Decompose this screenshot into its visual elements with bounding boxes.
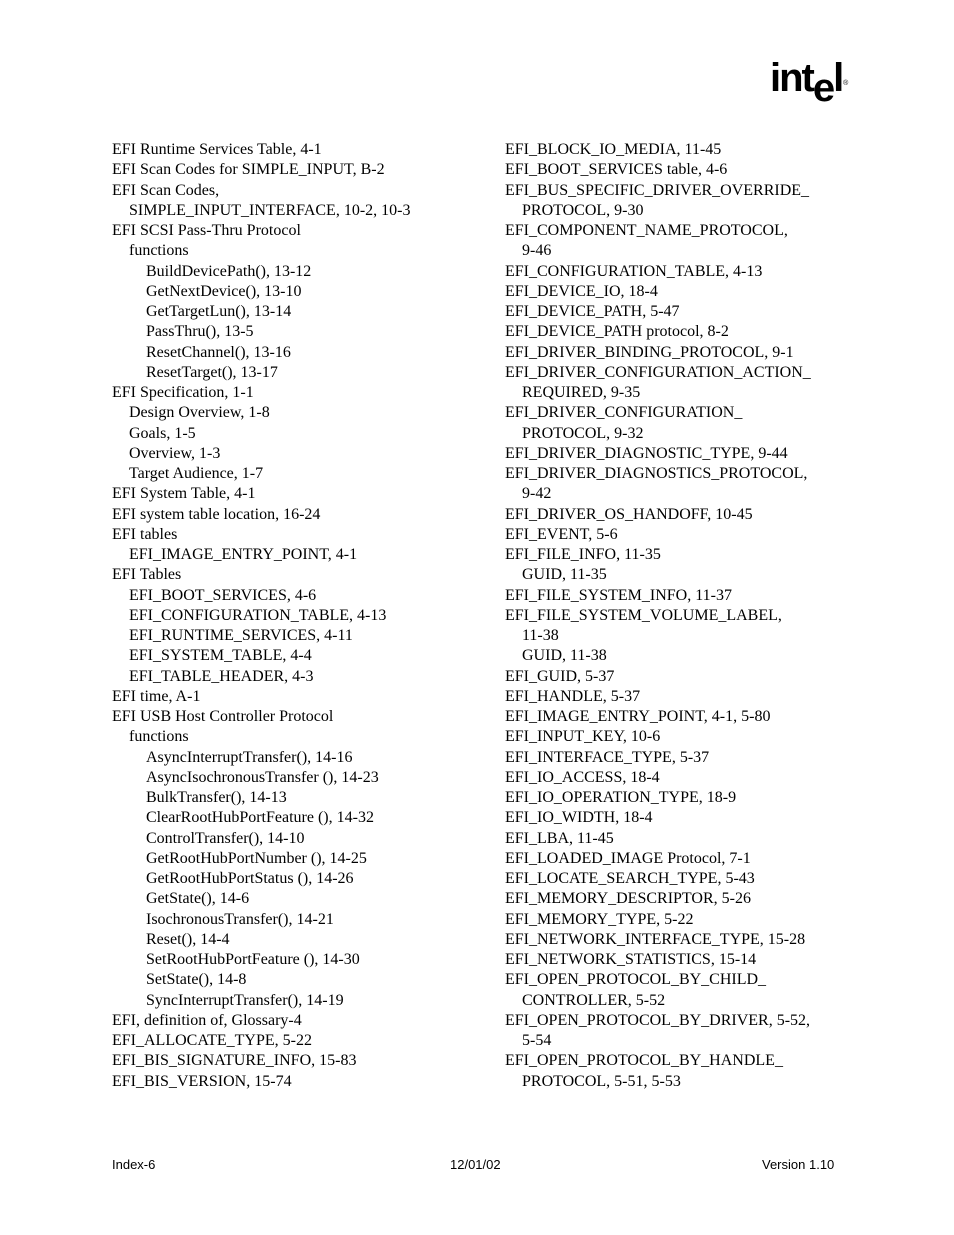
index-entry: EFI_DRIVER_BINDING_PROTOCOL, 9-1 xyxy=(505,343,794,361)
index-column-left xyxy=(112,140,482,1092)
index-entry: EFI_FILE_SYSTEM_VOLUME_LABEL, xyxy=(505,606,782,624)
index-entry: EFI_RUNTIME_SERVICES, 4-11 xyxy=(129,627,353,644)
index-entry: ResetChannel(), 13-16 xyxy=(146,343,291,361)
index-entry: PROTOCOL, 9-32 xyxy=(522,424,644,442)
index-entry: EFI_SYSTEM_TABLE, 4-4 xyxy=(129,647,312,665)
index-entry: EFI_BOOT_SERVICES table, 4-6 xyxy=(505,161,728,179)
index-entry: ControlTransfer(), 14-10 xyxy=(146,829,305,847)
index-entry: EFI_MEMORY_TYPE, 5-22 xyxy=(505,910,694,928)
index-entry: EFI_TABLE_HEADER, 4-3 xyxy=(129,667,314,685)
index-entry: AsyncIsochronousTransfer (), 14-23 xyxy=(146,768,379,786)
index-entry: EFI USB Host Controller Protocol xyxy=(112,708,334,725)
logo-text-a: int xyxy=(770,56,813,100)
index-entry: EFI_IO_WIDTH, 18-4 xyxy=(505,809,653,827)
index-column-right xyxy=(505,140,850,1092)
index-entry: PassThru(), 13-5 xyxy=(146,323,254,341)
index-entry: GetRootHubPortNumber (), 14-25 xyxy=(146,849,367,867)
index-entry: functions xyxy=(129,728,189,746)
index-entry: GetTargetLun(), 13-14 xyxy=(146,303,292,320)
index-entry: GetState(), 14-6 xyxy=(146,890,250,908)
index-entry: EFI Scan Codes, xyxy=(112,181,220,199)
index-entry: EFI_GUID, 5-37 xyxy=(505,667,615,685)
footer-version: Version 1.10 xyxy=(762,1157,835,1172)
index-entry: EFI_LOADED_IMAGE Protocol, 7-1 xyxy=(505,849,751,867)
index-entry: EFI_BUS_SPECIFIC_DRIVER_OVERRIDE_ xyxy=(505,181,810,199)
index-entry: EFI System Table, 4-1 xyxy=(112,485,256,503)
index-entry: EFI_DRIVER_CONFIGURATION_ xyxy=(505,404,743,422)
index-entry: EFI_CONFIGURATION_TABLE, 4-13 xyxy=(505,262,763,280)
index-entry: EFI_OPEN_PROTOCOL_BY_DRIVER, 5-52, xyxy=(505,1011,811,1029)
footer-date: 12/01/02 xyxy=(450,1157,501,1172)
index-entry: SetRootHubPortFeature (), 14-30 xyxy=(146,951,360,968)
index-entry: AsyncInterruptTransfer(), 14-16 xyxy=(146,748,353,766)
index-entry: EFI_BIS_VERSION, 15-74 xyxy=(112,1072,292,1090)
logo-text-b: e xyxy=(812,66,834,110)
index-entry: EFI SCSI Pass-Thru Protocol xyxy=(112,222,301,239)
index-entry: EFI_COMPONENT_NAME_PROTOCOL, xyxy=(505,222,788,239)
index-entry: Target Audience, 1-7 xyxy=(129,465,264,482)
index-entry: IsochronousTransfer(), 14-21 xyxy=(146,910,334,928)
index-entry: 5-54 xyxy=(522,1032,552,1049)
index-entry: Reset(), 14-4 xyxy=(146,930,230,948)
index-entry: Design Overview, 1-8 xyxy=(129,404,270,422)
index-entry: 11-38 xyxy=(522,627,559,644)
index-entry: EFI_NETWORK_STATISTICS, 15-14 xyxy=(505,951,757,968)
index-entry: EFI_CONFIGURATION_TABLE, 4-13 xyxy=(129,606,387,624)
index-entry: EFI Tables xyxy=(112,566,182,584)
index-entry: GUID, 11-35 xyxy=(522,566,607,584)
index-entry: functions xyxy=(129,242,189,260)
index-entry: EFI_NETWORK_INTERFACE_TYPE, 15-28 xyxy=(505,930,806,948)
index-entry: EFI_DRIVER_OS_HANDOFF, 10-45 xyxy=(505,505,753,523)
index-entry: EFI_HANDLE, 5-37 xyxy=(505,687,641,705)
index-entry: EFI_IO_OPERATION_TYPE, 18-9 xyxy=(505,789,737,806)
index-entry: ClearRootHubPortFeature (), 14-32 xyxy=(146,809,374,827)
index-entry: EFI_DRIVER_DIAGNOSTICS_PROTOCOL, xyxy=(505,465,808,482)
index-entry: GetRootHubPortStatus (), 14-26 xyxy=(146,870,354,887)
index-entry: SIMPLE_INPUT_INTERFACE, 10-2, 10-3 xyxy=(129,201,411,219)
index-entry: EFI_INTERFACE_TYPE, 5-37 xyxy=(505,748,710,766)
intel-logo xyxy=(770,56,849,110)
index-entry: EFI_LOCATE_SEARCH_TYPE, 5-43 xyxy=(505,870,755,887)
index-entry: EFI_OPEN_PROTOCOL_BY_CHILD_ xyxy=(505,971,767,989)
index-entry: BuildDevicePath(), 13-12 xyxy=(146,262,312,280)
index-entry: BulkTransfer(), 14-13 xyxy=(146,789,287,806)
index-entry: EFI Specification, 1-1 xyxy=(112,384,254,401)
index-entry: EFI_BOOT_SERVICES, 4-6 xyxy=(129,586,317,604)
index-entry: EFI, definition of, Glossary-4 xyxy=(112,1011,302,1029)
index-entry: EFI_DEVICE_PATH, 5-47 xyxy=(505,303,680,320)
logo-text-c: l xyxy=(833,56,843,100)
index-entry: 9-42 xyxy=(522,485,552,503)
index-entry: EFI_IMAGE_ENTRY_POINT, 4-1, 5-80 xyxy=(505,708,771,725)
index-entry: PROTOCOL, 9-30 xyxy=(522,201,644,219)
index-entry: EFI_EVENT, 5-6 xyxy=(505,525,618,543)
index-entry: EFI_FILE_INFO, 11-35 xyxy=(505,546,661,563)
index-entry: GUID, 11-38 xyxy=(522,647,607,665)
index-entry: EFI_LBA, 11-45 xyxy=(505,829,614,847)
index-entry: EFI_DRIVER_CONFIGURATION_ACTION_ xyxy=(505,363,811,381)
footer-page-label: Index-6 xyxy=(112,1157,156,1172)
index-entry: PROTOCOL, 5-51, 5-53 xyxy=(522,1072,681,1090)
index-entry: EFI_INPUT_KEY, 10-6 xyxy=(505,728,661,746)
index-entry: EFI_BLOCK_IO_MEDIA, 11-45 xyxy=(505,141,722,158)
index-entry: EFI_DRIVER_DIAGNOSTIC_TYPE, 9-44 xyxy=(505,444,788,462)
index-entry: CONTROLLER, 5-52 xyxy=(522,991,666,1009)
index-entry: EFI_IMAGE_ENTRY_POINT, 4-1 xyxy=(129,546,358,563)
index-entry: EFI time, A-1 xyxy=(112,687,201,705)
index-entry: Overview, 1-3 xyxy=(129,444,221,462)
index-entry: EFI Runtime Services Table, 4-1 xyxy=(112,141,322,158)
index-entry: EFI_ALLOCATE_TYPE, 5-22 xyxy=(112,1032,312,1049)
index-entry: SyncInterruptTransfer(), 14-19 xyxy=(146,991,344,1009)
index-entry: REQUIRED, 9-35 xyxy=(522,384,641,401)
index-entry: EFI system table location, 16-24 xyxy=(112,505,321,523)
index-entry: EFI_DEVICE_PATH protocol, 8-2 xyxy=(505,323,729,341)
index-entry: Goals, 1-5 xyxy=(129,424,196,442)
index-entry: EFI_OPEN_PROTOCOL_BY_HANDLE_ xyxy=(505,1052,783,1070)
index-entry: EFI_BIS_SIGNATURE_INFO, 15-83 xyxy=(112,1052,357,1070)
index-entry: EFI_FILE_SYSTEM_INFO, 11-37 xyxy=(505,586,732,604)
index-entry: EFI tables xyxy=(112,525,178,543)
index-entry: ResetTarget(), 13-17 xyxy=(146,363,278,381)
index-entry: EFI_IO_ACCESS, 18-4 xyxy=(505,768,660,786)
index-entry: EFI_MEMORY_DESCRIPTOR, 5-26 xyxy=(505,890,751,908)
index-entry: EFI_DEVICE_IO, 18-4 xyxy=(505,282,658,300)
index-entry: 9-46 xyxy=(522,242,552,260)
registered-mark: ® xyxy=(843,80,849,87)
index-entry: EFI Scan Codes for SIMPLE_INPUT, B-2 xyxy=(112,161,385,179)
index-entry: SetState(), 14-8 xyxy=(146,971,247,989)
index-entry: GetNextDevice(), 13-10 xyxy=(146,282,302,300)
